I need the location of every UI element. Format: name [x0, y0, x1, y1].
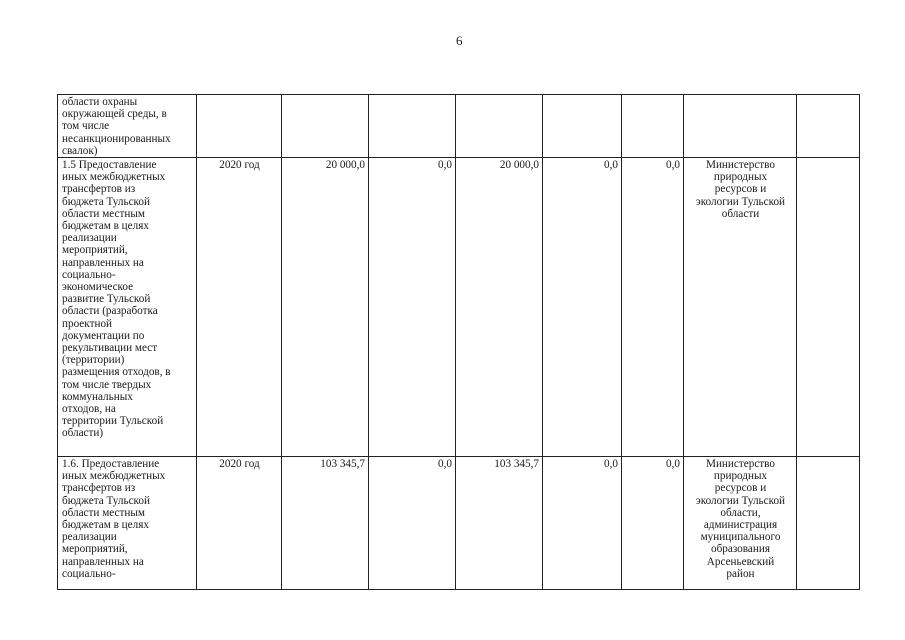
row-year: 2020 год [197, 158, 282, 457]
row-col5: 20 000,0 [456, 158, 543, 457]
row-year [197, 95, 282, 158]
row-col4: 0,0 [369, 457, 456, 590]
row-responsible: Министерство природных ресурсов и экологии Тульской области [684, 158, 797, 457]
row-description: 1.5 Предоставление иных межбюджетных трансфертов из бюджета Тульской области местным бюджетам в целях реализации мероприятий, направленных на социально- экономическое развитие Тульской области (разработка проектной документации по рекультивации мест (территории) размещения отходов, в том числе твердых коммунальных отходов, на территории Тульской области) [58, 158, 197, 457]
row-total [282, 95, 369, 158]
row-col6: 0,0 [543, 457, 622, 590]
row-col6: 0,0 [543, 158, 622, 457]
row-col4: 0,0 [369, 158, 456, 457]
row-description: 1.6. Предоставление иных межбюджетных трансфертов из бюджета Тульской области местным бюджетам в целях реализации мероприятий, направленных на социально- [58, 457, 197, 590]
row-total: 103 345,7 [282, 457, 369, 590]
row-col7 [622, 95, 684, 158]
program-table [57, 94, 860, 590]
row-total: 20 000,0 [282, 158, 369, 457]
row-last [797, 457, 860, 590]
row-year: 2020 год [197, 457, 282, 590]
row-description: области охраны окружающей среды, в том числе несанкционированных свалок) [58, 95, 197, 158]
row-col4 [369, 95, 456, 158]
row-col7: 0,0 [622, 158, 684, 457]
row-col5 [456, 95, 543, 158]
row-col5: 103 345,7 [456, 457, 543, 590]
row-col7: 0,0 [622, 457, 684, 590]
row-last [797, 95, 860, 158]
row-col6 [543, 95, 622, 158]
row-last [797, 158, 860, 457]
table-row [58, 95, 860, 158]
table-row [58, 457, 860, 590]
page-number: 6 [456, 33, 463, 48]
row-responsible: Министерство природных ресурсов и экологии Тульской области, администрация муниципального образования Арсеньевский район [684, 457, 797, 590]
row-responsible [684, 95, 797, 158]
table-row [58, 158, 860, 457]
